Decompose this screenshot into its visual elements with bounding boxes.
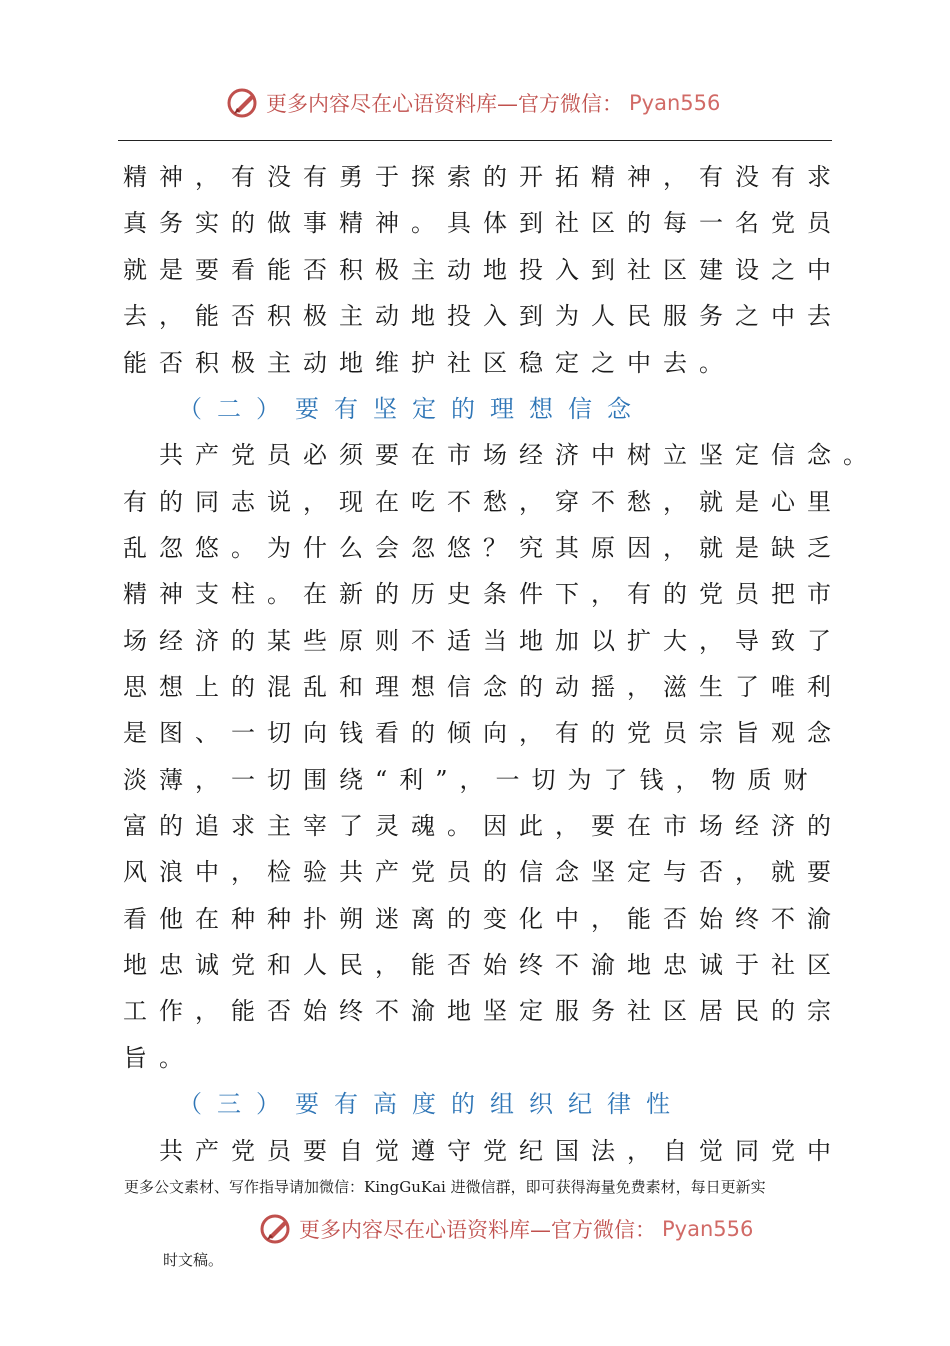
watermark-text: 更多内容尽在心语资料库—官方微信： — [299, 1218, 656, 1242]
body-line: 去，能否积极主动地投入到为人民服务之中去 — [123, 302, 843, 330]
footer-note-tail: 时文稿。 — [163, 1251, 224, 1269]
body-line: 精神支柱。在新的历史条件下，有的党员把市 — [123, 580, 843, 608]
body-line: 共产党员必须要在市场经济中树立坚定信念。 — [123, 441, 879, 469]
body-line: 思想上的混乱和理想信念的动摇，滋生了唯利 — [123, 673, 843, 701]
body-line: 乱忽悠。为什么会忽悠？究其原因，就是缺乏 — [123, 534, 843, 562]
body-line: 富的追求主宰了灵魂。因此，要在市场经济的 — [123, 812, 843, 840]
body-line: 精神，有没有勇于探索的开拓精神，有没有求 — [123, 163, 843, 191]
body-line: 风浪中，检验共产党员的信念坚定与否，就要 — [123, 858, 843, 886]
body-line: 场经济的某些原则不适当地加以扩大，导致了 — [123, 627, 843, 655]
body-line: 共产党员要自觉遵守党纪国法，自觉同党中 — [123, 1137, 843, 1165]
section-heading: （三）要有高度的组织纪律性 — [178, 1090, 685, 1118]
watermark-account: Pyan556 — [629, 91, 721, 115]
footer-note: 更多公文素材、写作指导请加微信：KingGuKai 进微信群，即可获得海量免费素材，每日更新实 — [124, 1178, 766, 1196]
body-line: 淡薄，一切围绕“利”，一切为了钱，物质财 — [123, 766, 820, 794]
section-heading: （二）要有坚定的理想信念 — [178, 395, 646, 423]
body-line: 是图、一切向钱看的倾向，有的党员宗旨观念 — [123, 719, 843, 747]
footer-watermark — [259, 1212, 753, 1246]
body-line: 旨。 — [123, 1044, 195, 1072]
pen-logo-icon — [226, 86, 260, 120]
body-line: 就是要看能否积极主动地投入到社区建设之中 — [123, 256, 843, 284]
watermark-text: 更多内容尽在心语资料库—官方微信： — [266, 92, 623, 116]
body-line: 真务实的做事精神。具体到社区的每一名党员 — [123, 209, 843, 237]
watermark-account: Pyan556 — [662, 1217, 754, 1241]
header-divider — [118, 140, 832, 141]
body-line: 看他在种种扑朔迷离的变化中，能否始终不渝 — [123, 905, 843, 933]
body-line: 工作，能否始终不渝地坚定服务社区居民的宗 — [123, 997, 843, 1025]
pen-logo-icon — [259, 1212, 293, 1246]
body-line: 地忠诚党和人民，能否始终不渝地忠诚于社区 — [123, 951, 843, 979]
body-line: 能否积极主动地维护社区稳定之中去。 — [123, 349, 735, 377]
header-watermark — [226, 86, 720, 120]
body-line: 有的同志说，现在吃不愁，穿不愁，就是心里 — [123, 488, 843, 516]
